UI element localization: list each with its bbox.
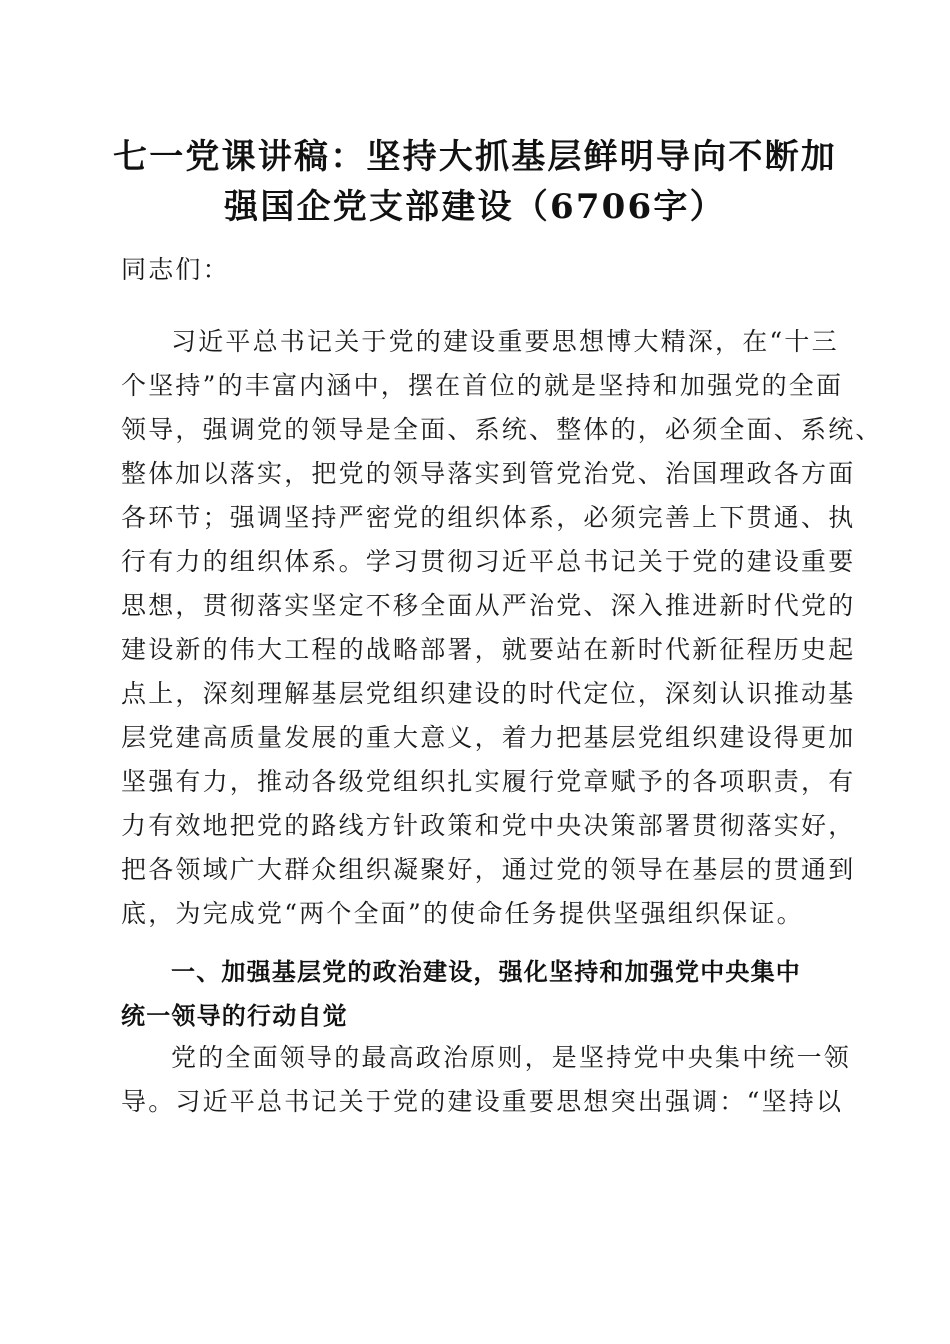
paragraph-line: 坚强有力，推动各级党组织扎实履行党章赋予的各项职责，有 bbox=[121, 767, 856, 796]
paragraph-line: 党的全面领导的最高政治原则，是坚持党中央集中统一领 bbox=[171, 1043, 852, 1072]
paragraph-line: 各环节；强调坚持严密党的组织体系，必须完善上下贯通、执 bbox=[121, 503, 856, 532]
paragraph-line: 个坚持”的丰富内涵中，摆在首位的就是坚持和加强党的全面 bbox=[121, 371, 844, 400]
paragraph-line: 层党建高质量发展的重大意义，着力把基层党组织建设得更加 bbox=[121, 723, 856, 752]
section-1-heading bbox=[121, 950, 831, 1038]
paragraph-line: 行有力的组织体系。学习贯彻习近平总书记关于党的建设重要 bbox=[121, 547, 856, 576]
intro-paragraph bbox=[121, 320, 883, 936]
paragraph-line: 整体加以落实，把党的领导落实到管党治党、治国理政各方面 bbox=[121, 459, 856, 488]
heading-line: 一、加强基层党的政治建设，强化坚持和加强党中央集中 bbox=[171, 958, 801, 986]
paragraph-line: 领导，强调党的领导是全面、系统、整体的，必须全面、系统、 bbox=[121, 415, 883, 444]
paragraph-line: 导。习近平总书记关于党的建设重要思想突出强调：“坚持以 bbox=[121, 1087, 844, 1116]
salutation-text: 同志们： bbox=[121, 255, 230, 284]
salutation bbox=[121, 248, 831, 292]
paragraph-line: 底，为完成党“两个全面”的使命任务提供坚强组织保证。 bbox=[121, 899, 804, 928]
heading-line: 统一领导的行动自觉 bbox=[121, 1002, 348, 1030]
paragraph-line: 建设新的伟大工程的战略部署，就要站在新时代新征程历史起 bbox=[121, 635, 856, 664]
paragraph-line: 思想，贯彻落实坚定不移全面从严治党、深入推进新时代党的 bbox=[121, 591, 856, 620]
paragraph-line: 习近平总书记关于党的建设重要思想博大精深，在“十三 bbox=[171, 327, 839, 356]
paragraph-line: 把各领域广大群众组织凝聚好，通过党的领导在基层的贯通到 bbox=[121, 855, 856, 884]
paragraph-line: 点上，深刻理解基层党组织建设的时代定位，深刻认识推动基 bbox=[121, 679, 856, 708]
section-1-paragraph bbox=[121, 1036, 852, 1124]
document-title bbox=[100, 132, 850, 232]
paragraph-line: 力有效地把党的路线方针政策和党中央决策部署贯彻落实好， bbox=[121, 811, 856, 840]
title-line-2: 强国企党支部建设（6706字） bbox=[224, 187, 726, 227]
title-line-1: 七一党课讲稿：坚持大抓基层鲜明导向不断加 bbox=[113, 137, 837, 177]
